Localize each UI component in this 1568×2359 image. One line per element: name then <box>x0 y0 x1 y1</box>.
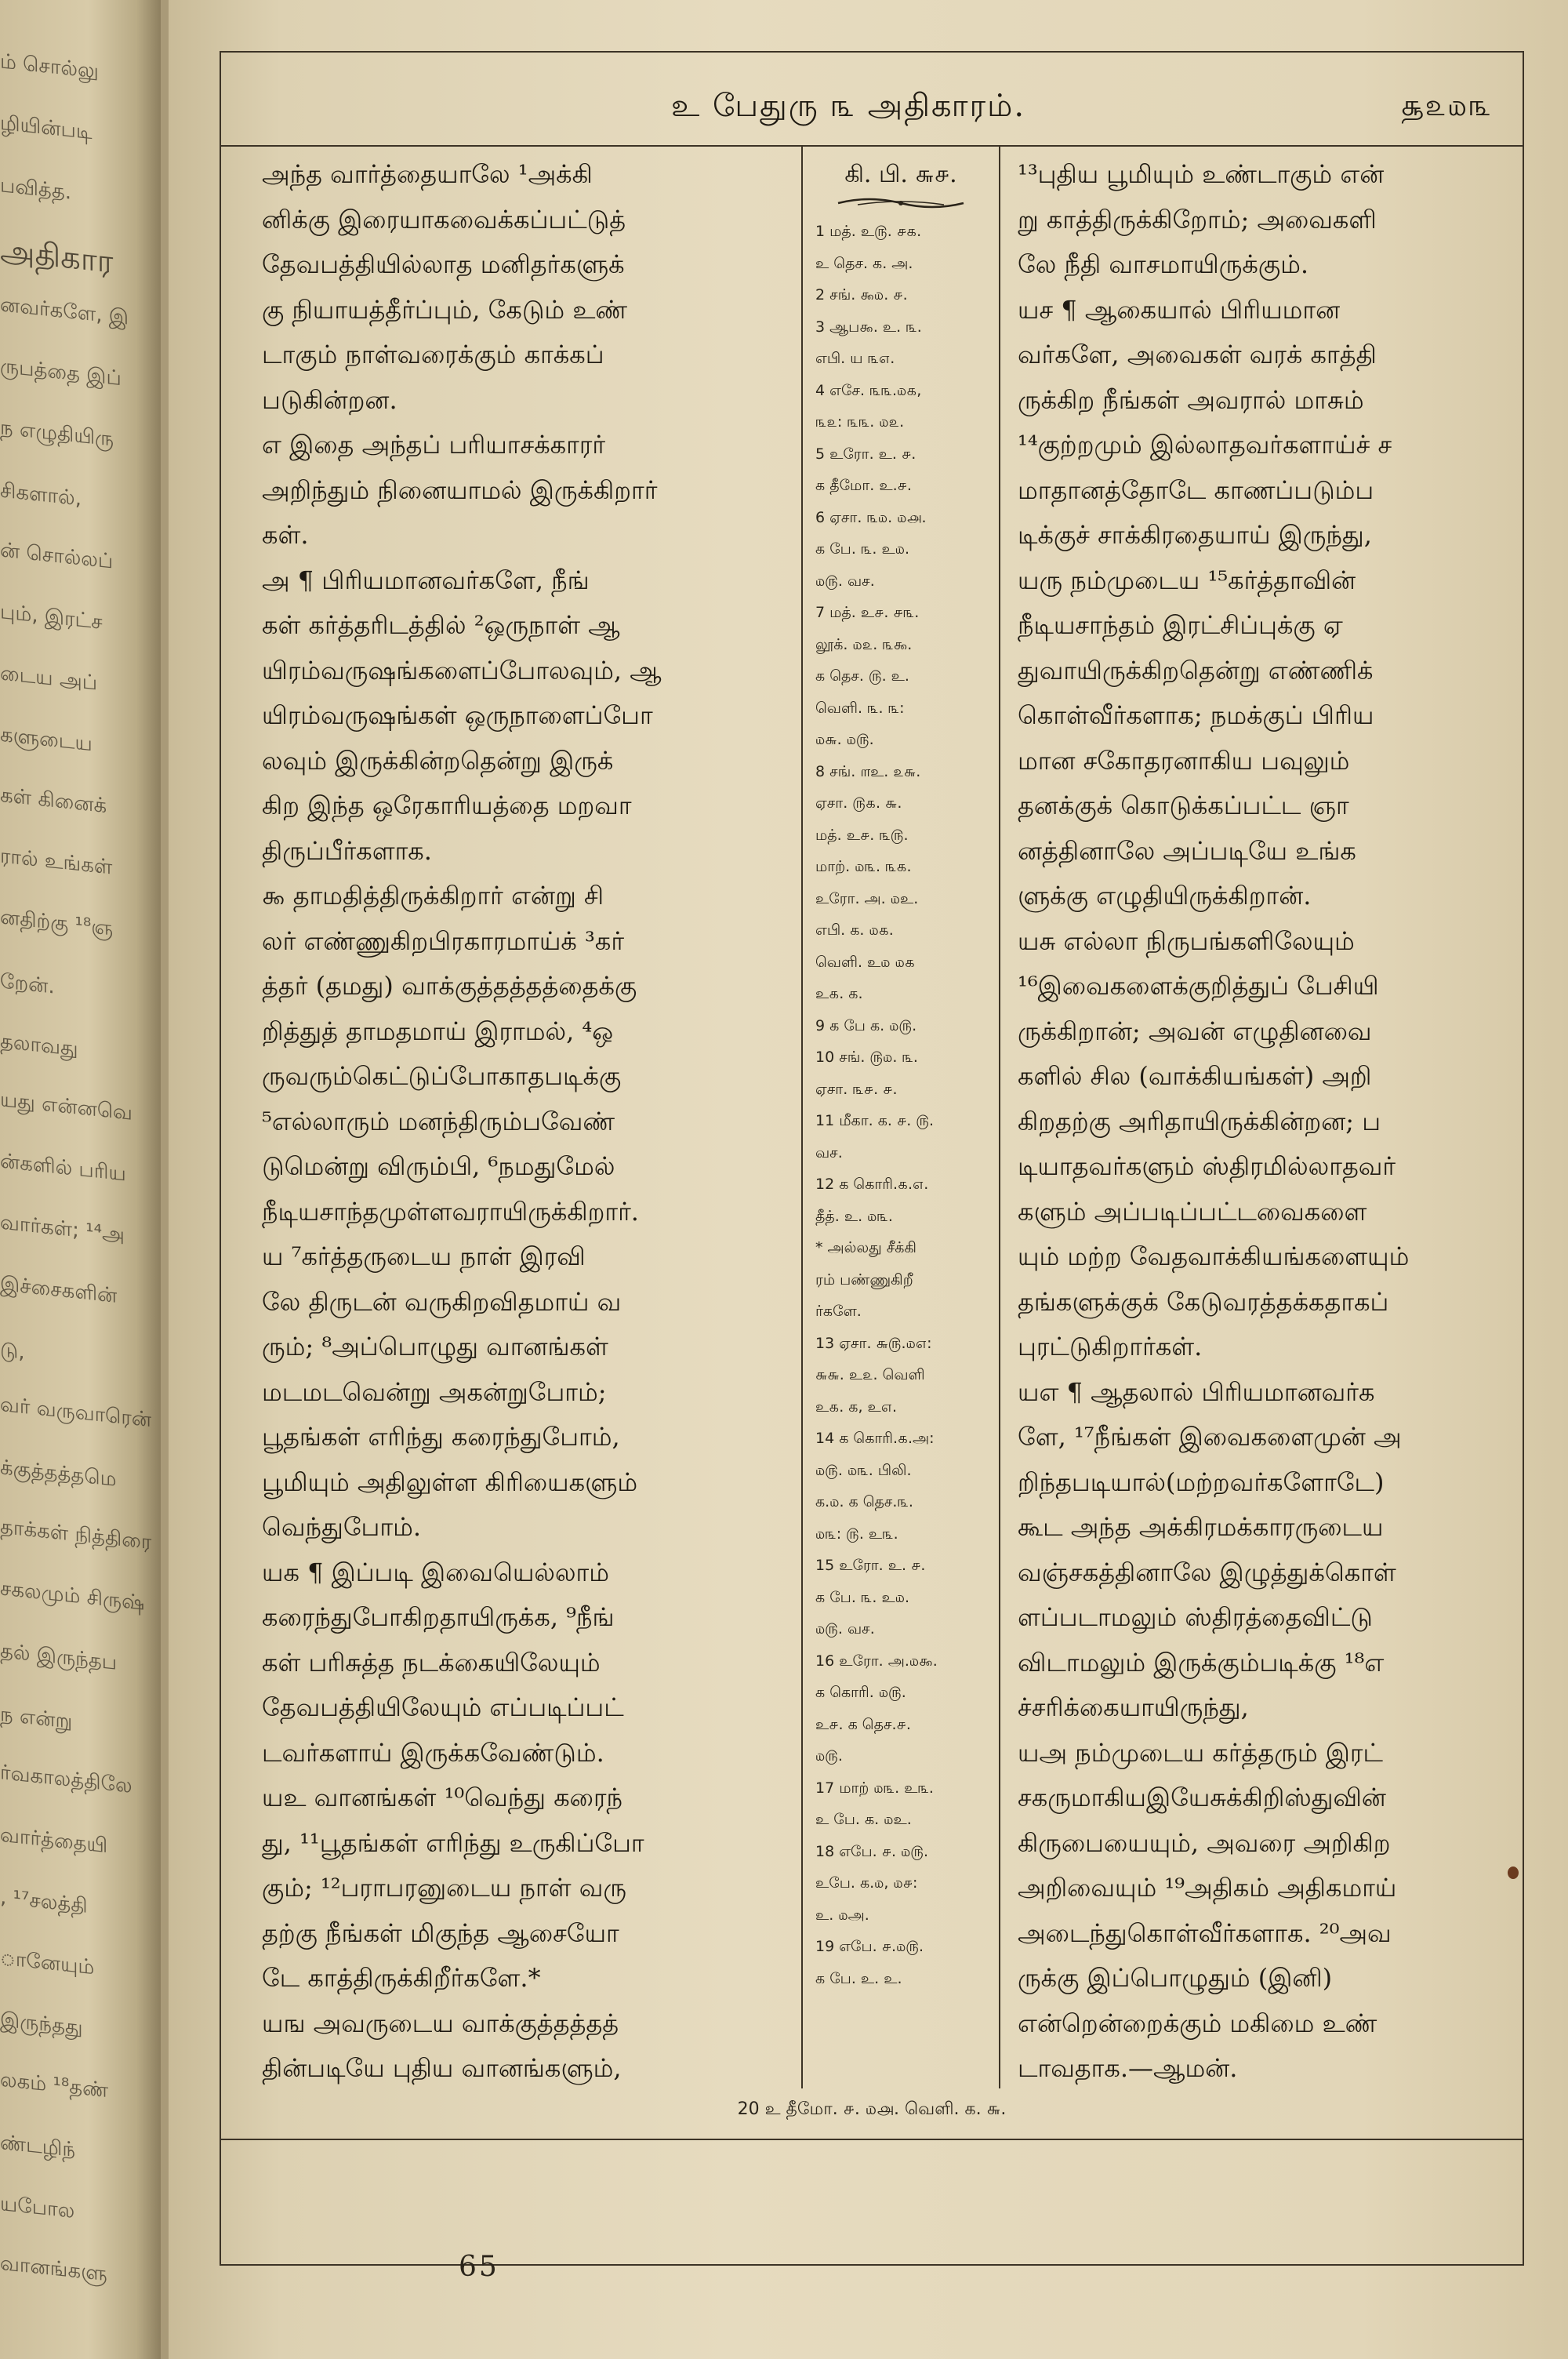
text-line: யஅ நம்முடைய கர்த்தரும் இரட் <box>1018 1737 1383 1768</box>
reference-line: ர்களே. <box>815 1303 862 1320</box>
reference-line: எபி. ய ௩௭. <box>815 350 895 367</box>
text-line: லவும் இருக்கின்றதென்று இருக் <box>262 745 614 776</box>
text-line: தேவபத்தியில்லாத மனிதர்களுக் <box>262 249 625 279</box>
text-line: னத்தினாலே அப்படியே உங்க <box>1018 835 1356 866</box>
text-line: னிக்கு இரையாகவைக்கப்பட்டுத் <box>262 204 626 234</box>
text-line: தின்படியே புதிய வானங்களும், <box>262 2053 622 2083</box>
facing-page-line: றேன். <box>0 969 55 999</box>
text-line: நீடியசாந்தமுள்ளவராயிருக்கிறார். <box>262 1196 639 1227</box>
reference-line: வெளி. ௩. ௩: <box>815 699 905 717</box>
reference-line: ௰௫. ௰௩. பிலி. <box>815 1461 912 1479</box>
facing-page-line: களுடைய <box>0 722 93 757</box>
text-line: யஉ வானங்கள் ¹⁰வெந்து கரைந் <box>262 1783 623 1812</box>
text-line: களும் அப்படிப்பட்டவைகளை <box>1018 1196 1367 1227</box>
text-line: யசு எல்லா நிருபங்களிலேயும் <box>1018 925 1355 956</box>
facing-page-line: ரால் உங்கள் <box>0 844 113 880</box>
reference-line: க.௰. க தெச.௩. <box>815 1493 913 1510</box>
text-line: கள் பரிசுத்த நடக்கையிலேயும் <box>262 1647 601 1677</box>
text-line: ¹³புதிய பூமியும் உண்டாகும் என் <box>1018 159 1385 189</box>
text-line: அடைந்துகொள்வீர்களாக. ²⁰அவ <box>1018 1917 1392 1948</box>
text-line: டியாதவர்களும் ஸ்திரமில்லாதவர் <box>1018 1151 1396 1181</box>
text-line: த்தர் (தமது) வாக்குத்தத்தத்தைக்கு <box>262 971 637 1001</box>
facing-page-line: பவித்த. <box>0 173 72 205</box>
reference-line: தீத். உ. ௰௩. <box>815 1207 893 1225</box>
reference-line: க பே. உ. உ. <box>815 1969 902 1987</box>
text-line: தங்களுக்குக் கேடுவரத்தக்கதாகப் <box>1018 1286 1389 1317</box>
facing-page-line: பும், இரட்ச <box>0 600 103 634</box>
facing-page-line: தாக்கள் நித்திரை <box>0 1514 152 1555</box>
text-line: கிறதற்கு அரிதாயிருக்கின்றன; ப <box>1018 1106 1381 1136</box>
reference-line: 10 சங். ௫௰. ௩. <box>815 1049 918 1066</box>
reference-line: உரோ. அ. ௰உ. <box>815 889 919 907</box>
facing-page-line: வார்கள்; ¹⁴அ <box>0 1210 125 1248</box>
text-line: விடாமலும் இருக்கும்படிக்கு ¹⁸எ <box>1018 1647 1385 1677</box>
facing-page-line: அதிகார <box>0 232 114 281</box>
facing-page-line: க்குத்தத்தமெ <box>0 1456 117 1492</box>
ornament-icon <box>834 194 967 211</box>
text-line: அ ¶ பிரியமானவர்களே, நீங் <box>262 565 590 595</box>
page-header <box>221 53 1523 147</box>
facing-page-line: சகலமும் சிருஷ் <box>0 1576 145 1616</box>
reference-line: 18 எபே. ௪. ௰௫. <box>815 1842 929 1860</box>
text-line: மாதானத்தோடே காணப்படும்ப <box>1018 474 1374 505</box>
text-line: டே காத்திருக்கிறீர்களே.* <box>262 1963 541 1993</box>
text-line: ¹⁴குற்றமும் இல்லாதவர்களாய்ச் ச <box>1018 430 1392 460</box>
text-line: யக ¶ இப்படி இவையெல்லாம் <box>262 1557 609 1587</box>
page-number-top: ௲௨௰௩ <box>1401 88 1493 122</box>
text-line: மான சகோதரனாகிய பவுலும் <box>1018 745 1350 776</box>
reference-line: * அல்லது சீக்கி <box>815 1239 916 1256</box>
facing-page-line: ண்டழிந் <box>0 2130 76 2163</box>
reference-line: ௰௩: ௫. உ௩. <box>815 1525 898 1543</box>
reference-line: 6 ஏசா. ௩௰. ௰௮. <box>815 508 927 526</box>
reference-line: உபே. க.௰, ௰௪: <box>815 1874 918 1892</box>
facing-page-line: லகம் ¹⁸தண் <box>0 2067 109 2103</box>
text-line: வஞ்சகத்தினாலே இழுத்துக்கொள் <box>1018 1557 1396 1587</box>
text-line: வெந்துபோம். <box>262 1512 421 1542</box>
text-line: வர்களே, அவைகள் வரக் காத்தி <box>1018 340 1377 369</box>
facing-page-line: தல் இருந்தப <box>0 1639 118 1675</box>
text-line: டாகும் நாள்வரைக்கும் காக்கப் <box>262 340 604 369</box>
text-line: திருப்பீர்களாக. <box>262 835 432 866</box>
facing-page-line: ருபத்தை இப் <box>0 354 122 391</box>
reference-line: லூக். ௰௨. ௩௯. <box>815 635 913 653</box>
text-line: டிக்குச் சாக்கிரதையாய் இருந்து, <box>1018 520 1372 550</box>
reference-line: ௬௬. உ௨. வெளி <box>815 1366 925 1383</box>
text-line: தற்கு நீங்கள் மிகுந்த ஆசையோ <box>262 1917 619 1948</box>
text-line: ௯ தாமதித்திருக்கிறார் என்று சி <box>262 881 604 911</box>
text-line: யிரம்வருஷங்கள் ஒருநாளைப்போ <box>262 700 653 730</box>
reference-line: எபி. க. ௰௧. <box>815 921 894 939</box>
reference-line: க பே. ௩. உ௰. <box>815 1588 909 1606</box>
facing-page-line: டைய அப் <box>0 661 98 696</box>
facing-page-line: கள் கினைக் <box>0 783 107 819</box>
facing-page-line: டு, <box>0 1338 25 1365</box>
running-head: உ பேதுரு ௩ அதிகாரம். <box>670 88 1026 124</box>
text-line: டாவதாக.—ஆமன். <box>1018 2053 1238 2083</box>
text-line: படுகின்றன. <box>262 384 397 415</box>
text-line: யும் மற்ற வேதவாக்கியங்களையும் <box>1018 1241 1410 1271</box>
reference-line: ஏசா. ௩௪. ௪. <box>815 1080 898 1098</box>
text-line: றிந்தபடியால்(மற்றவர்களோடே) <box>1018 1467 1385 1497</box>
reference-line: 16 உரோ. அ.௰௯. <box>815 1652 938 1670</box>
reference-line: 14 க கொரி.௧.அ: <box>815 1430 935 1447</box>
facing-page-line: ானேயும் <box>0 1946 95 1980</box>
facing-page-line: இச்சைகளின் <box>0 1272 118 1308</box>
text-line: து, ¹¹பூதங்கள் எரிந்து உருகிப்போ <box>262 1827 644 1858</box>
facing-page-line: , ¹⁷சலத்தி <box>0 1885 88 1918</box>
facing-page-line: வார்த்தையி <box>0 1823 108 1859</box>
text-line: யஎ ¶ ஆதலால் பிரியமானவர்க <box>1018 1376 1375 1407</box>
page-frame <box>220 51 1524 2266</box>
text-line: று காத்திருக்கிறோம்; அவைகளி <box>1018 204 1377 234</box>
bottom-rule <box>221 2139 1523 2140</box>
text-line: பூதங்கள் எரிந்து கரைந்துபோம், <box>262 1422 620 1452</box>
reference-line: உ௪. க தெச.௪. <box>815 1715 911 1733</box>
reference-line: 13 ஏசா. ௬௫.௰௭: <box>815 1334 932 1352</box>
facing-page-line: தலாவது <box>0 1029 78 1062</box>
text-line: கிருபையையும், அவரை அறிகிற <box>1018 1827 1391 1858</box>
text-line: நீடியசாந்தம் இரட்சிப்புக்கு ஏ <box>1018 610 1343 640</box>
reference-line: 19 எபே. ௪.௰௫. <box>815 1938 924 1955</box>
reference-line: உ தெச. க. அ. <box>815 254 913 272</box>
facing-page-line: ம் சொல்லு <box>0 49 99 84</box>
reference-line: மத். உ௪. ௩௫. <box>815 826 909 844</box>
text-line: லர் எண்ணுகிறபிரகாரமாய்க் ³கர் <box>262 925 625 956</box>
reference-line: வச. <box>815 1143 843 1161</box>
text-line: கு நியாயத்தீர்ப்பும், கேடும் உண் <box>262 294 628 325</box>
reference-line: மாற். ௰௩. ௩௧. <box>815 858 912 875</box>
text-line: ருக்கு இப்பொழுதும் (இனி) <box>1018 1963 1333 1993</box>
text-line: துவாயிருக்கிறதென்று எண்ணிக் <box>1018 655 1374 685</box>
text-line: யரு நம்முடைய ¹⁵கர்த்தாவின் <box>1018 565 1356 595</box>
text-line: களில் சில (வாக்கியங்கள்) அறி <box>1018 1061 1372 1091</box>
reference-line: க கொரி. ௰௫. <box>815 1684 906 1701</box>
reference-line: ௰௫. <box>815 1747 843 1765</box>
text-line: கள் கர்த்தரிடத்தில் ²ஒருநாள் ஆ <box>262 610 620 640</box>
folio-number: 65 <box>459 2251 499 2283</box>
reference-line: க பே. ௩. உ௰. <box>815 540 909 558</box>
facing-page-line: வர் வருவாரென் <box>0 1392 152 1433</box>
text-line: லே திருடன் வருகிறவிதமாய் வ <box>262 1286 622 1317</box>
reference-line: க தெச. ௫. உ. <box>815 667 909 685</box>
text-line: சகருமாகியஇயேசுக்கிறிஸ்துவின் <box>1018 1783 1386 1812</box>
reference-line: வெளி. உ௰ ௰௧ <box>815 953 915 971</box>
facing-page-line: னதிற்கு ¹⁸ஞ <box>0 905 114 941</box>
reference-line: ௰௫. வச. <box>815 572 875 590</box>
facing-page-line: ந என்று <box>0 1703 73 1734</box>
reference-line: 3 ஆப௯. உ. ௩. <box>815 318 922 336</box>
facing-page-line: இருந்தது <box>0 2008 83 2041</box>
facing-page-line: ழியின்படி <box>0 111 93 145</box>
text-line: பூமியும் அதிலுள்ள கிரியைகளும் <box>262 1467 638 1497</box>
reference-line: 12 க கொரி.௧.௭. <box>815 1176 929 1193</box>
text-line: யங அவருடைய வாக்குத்தத்தத் <box>262 2008 619 2038</box>
reference-line: 4 எசே. ௩௩.௰௧, <box>815 381 922 399</box>
text-line: மடமடவென்று அகன்றுபோம்; <box>262 1376 607 1407</box>
text-line: கொள்வீர்களாக; நமக்குப் பிரிய <box>1018 700 1374 730</box>
reference-line: ரம் பண்ணுகிறீ <box>815 1270 913 1289</box>
text-line: புரட்டுகிறார்கள். <box>1018 1332 1203 1361</box>
reference-line: 8 சங். ௱உ. ௨௬. <box>815 762 921 780</box>
reference-line: உ௧. க. <box>815 985 863 1002</box>
facing-page-line: ந எழுதியிரு <box>0 416 114 452</box>
reference-line: ஏசா. ௫௧. ௬. <box>815 794 902 812</box>
footnote: 20 உ தீமோ. ௪. ௰௮. வெளி. க. ௬. <box>737 2099 1007 2119</box>
reference-line: உ பே. க. ௰உ. <box>815 1811 912 1828</box>
text-line: றித்துத் தாமதமாய் இராமல், ⁴ஒ <box>262 1016 614 1046</box>
text-line: கிற இந்த ஒரேகாரியத்தை மறவா <box>262 791 632 820</box>
facing-page-line: வானங்களு <box>0 2251 107 2287</box>
facing-page-line: ன் சொல்லப் <box>0 538 114 574</box>
reference-line: 1 மத். உ௫. ௪௧. <box>815 223 922 240</box>
reference-line: 9 க பே க. ௰௫. <box>815 1016 917 1034</box>
text-line: ளே, ¹⁷நீங்கள் இவைகளைமுன் அ <box>1018 1422 1402 1452</box>
facing-page-line: ர்வகாலத்திலே <box>0 1761 132 1798</box>
reference-line: க தீமோ. உ.௪. <box>815 477 912 494</box>
text-line: ருக்கிற நீங்கள் அவரால் மாசும் <box>1018 384 1364 415</box>
text-line: ருக்கிறான்; அவன் எழுதினவை <box>1018 1016 1372 1046</box>
facing-page-line: ன்களில் பரிய <box>0 1149 126 1187</box>
reference-line: 11 மீகா. க. ௪. ௫. <box>815 1112 935 1129</box>
facing-page <box>0 0 161 2359</box>
text-line: யிரம்வருஷங்களைப்போலவும், ஆ <box>262 655 662 685</box>
reference-line: 7 மத். உ௪. ௪௩. <box>815 604 920 621</box>
reference-line: உ. ௰அ. <box>815 1906 869 1924</box>
text-line: தேவபத்தியிலேயும் எப்படிப்பட் <box>262 1692 624 1722</box>
text-line: யச ¶ ஆகையால் பிரியமான <box>1018 294 1341 325</box>
text-line: ளப்படாமலும் ஸ்திரத்தைவிட்டு <box>1018 1602 1373 1632</box>
ink-stain <box>1508 1866 1519 1879</box>
text-line: ளுக்கு எழுதியிருக்கிறான். <box>1018 881 1312 911</box>
reference-line: ௩௨: ௩௩. ௰௨. <box>815 413 905 431</box>
reference-line: 17 மாற் ௰௩. உ௩. <box>815 1779 934 1797</box>
text-line: எ இதை அந்தப் பரியாசக்காரர் <box>262 430 606 460</box>
text-line: லே நீதி வாசமாயிருக்கும். <box>1018 249 1309 279</box>
text-line: தனக்குக் கொடுக்கப்பட்ட ஞா <box>1018 791 1349 820</box>
text-line: டுமென்று விரும்பி, ⁶நமதுமேல் <box>262 1151 615 1181</box>
text-line: அந்த வார்த்தையாலே ¹அக்கி <box>262 159 593 189</box>
text-column-right <box>1000 145 1523 2088</box>
text-line: ⁵எல்லாரும் மனந்திரும்பவேண் <box>262 1106 615 1136</box>
reference-line: ௰௬. ௰௫. <box>815 731 874 748</box>
text-line: கள். <box>262 520 309 550</box>
reference-line: உ௧. க, உ௭. <box>815 1398 898 1416</box>
facing-page-line: யது என்னவெ <box>0 1088 132 1125</box>
text-line: ச்சரிக்கையாயிருந்து, <box>1018 1692 1249 1722</box>
text-column-left <box>221 145 803 2088</box>
reference-line: 5 உரோ. உ. ௪. <box>815 445 916 463</box>
text-line: கூட அந்த அக்கிரமக்காரருடைய <box>1018 1512 1384 1542</box>
page <box>169 0 1568 2359</box>
text-line: கரைந்துபோகிறதாயிருக்க, ⁹நீங் <box>262 1602 615 1632</box>
reference-column-title: கி. பி. ௬௪. <box>844 161 957 188</box>
text-line: டவர்களாய் இருக்கவேண்டும். <box>262 1737 604 1768</box>
text-line: அறிவையும் ¹⁹அதிகம் அதிகமாய் <box>1018 1873 1397 1903</box>
facing-page-line: சிகளால், <box>0 478 82 511</box>
reference-line: ௰௫. வச. <box>815 1620 875 1637</box>
text-line: ரும்; ⁸அப்பொழுது வானங்கள் <box>262 1332 608 1361</box>
text-line: அறிந்தும் நினையாமல் இருக்கிறார் <box>262 474 658 505</box>
reference-line: 2 சங். ௯௰. ௪. <box>815 286 908 304</box>
text-line: ¹⁶இவைகளைக்குறித்துப் பேசியி <box>1018 971 1379 1001</box>
text-line: ருவரும்கெட்டுப்போகாதபடிக்கு <box>262 1061 622 1091</box>
text-line: கும்; ¹²பராபரனுடைய நாள் வரு <box>262 1873 627 1903</box>
text-line: என்றென்றைக்கும் மகிமை உண் <box>1018 2008 1377 2038</box>
facing-page-line: யபோல <box>0 2191 75 2224</box>
text-line: ய ⁷கர்த்தருடைய நாள் இரவி <box>262 1241 586 1271</box>
reference-line: 15 உரோ. உ. ௪. <box>815 1557 926 1574</box>
reference-column <box>803 145 1000 2088</box>
facing-page-line: னவர்களே, இ <box>0 293 129 330</box>
